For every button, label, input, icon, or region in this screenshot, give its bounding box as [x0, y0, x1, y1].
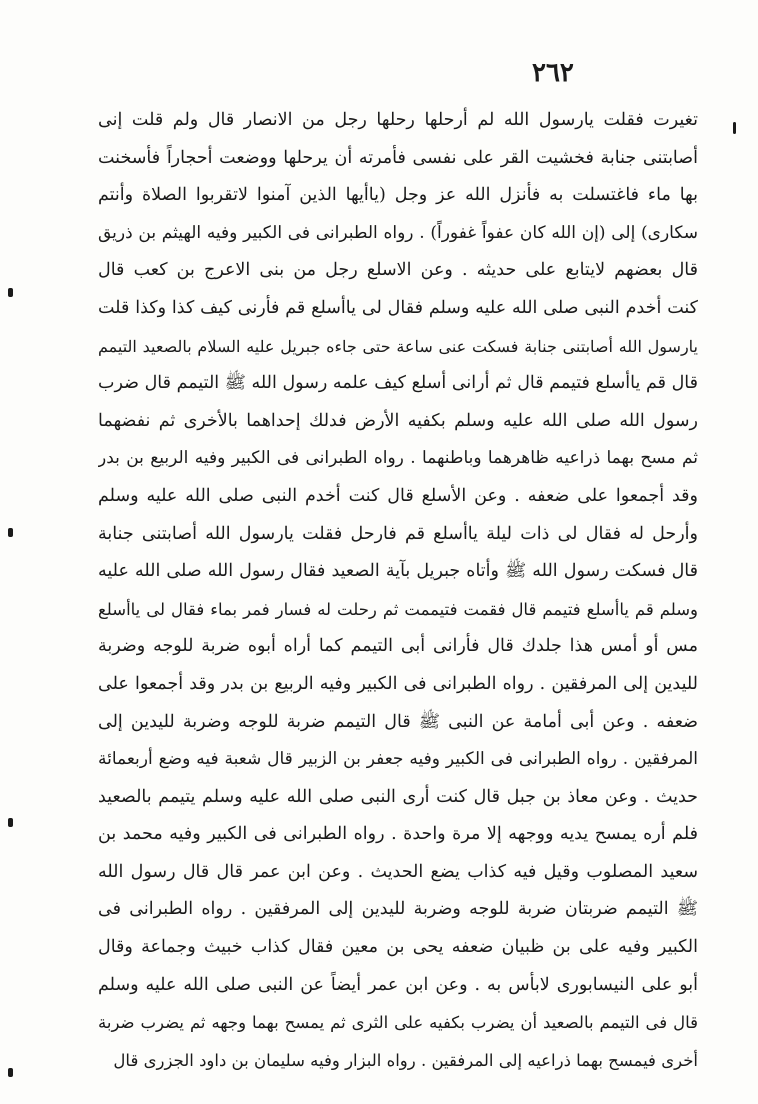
- text-line: أصابتنى جنابة فخشيت القر على نفسى فأمرته أن يرحلها ووضعت أحجاراً فأسخنت: [98, 147, 698, 168]
- text-line: قال بعضهم لايتابع على حديثه . وعن الاسلع رجل من بنى الاعرج بن كعب قال: [98, 260, 698, 281]
- text-line: سعيد المصلوب وقيل فيه كذاب يضع الحديث . وعن ابن عمر قال قال رسول الله: [98, 861, 698, 882]
- margin-mark: [8, 1068, 13, 1077]
- text-line: لليدين إلى المرفقين . رواه الطبرانى فى الكبير وفيه الربيع بن بدر وقد أجمعوا على: [98, 673, 698, 694]
- text-line: ثم مسح بهما ذراعيه ظاهرهما وباطنهما . رواه الطبرانى فى الكبير وفيه الربيع بن بدر: [98, 448, 698, 469]
- margin-mark: [8, 818, 13, 827]
- margin-mark: [8, 288, 13, 297]
- text-line: قال قم ياأسلع فتيمم قال ثم أرانى أسلع كيف علمه رسول الله ﷺ التيمم قال ضرب: [98, 373, 698, 394]
- text-line: مس أو أمس هذا جلدك قال فأرانى أبى التيمم كما أراه أبوه ضربة للوجه وضربة: [98, 636, 698, 657]
- text-line: فلم أره يمسح يديه ووجهه إلا مرة واحدة . رواه الطبرانى فى الكبير وفيه محمد بن: [98, 824, 698, 845]
- text-line: ضعفه . وعن أبى أمامة عن النبى ﷺ قال التيمم ضربة للوجه وضربة لليدين إلى: [98, 711, 698, 732]
- page-number: ٢٦٢: [532, 58, 574, 88]
- text-line: رسول الله صلى الله عليه وسلم بكفيه الأرض فدلك إحداهما بالأخرى ثم نفضهما: [98, 410, 698, 431]
- text-line: الكبير وفيه على بن ظبيان ضعفه يحى بن معين فقال كذاب خبيث وجماعة وقال: [98, 937, 698, 958]
- margin-mark: [8, 528, 13, 537]
- text-line: وقد أجمعوا على ضعفه . وعن الأسلع قال كنت أخدم النبى صلى الله عليه وسلم: [98, 485, 698, 506]
- margin-mark: [733, 122, 736, 134]
- text-line: وأرحل له فقال لى ذات ليلة ياأسلع قم فارحل فقلت يارسول الله أصابتنى جنابة: [98, 523, 698, 544]
- text-line: أبو على النيسابورى لابأس به . وعن ابن عمر أيضاً عن النبى صلى الله عليه وسلم: [98, 974, 698, 995]
- body-text: [98, 102, 698, 1079]
- text-line: حديث . وعن معاذ بن جبل قال كنت أرى النبى صلى الله عليه وسلم يتيمم بالصعيد: [98, 786, 698, 807]
- text-line: يارسول الله أصابتنى جنابة فسكت عنى ساعة حتى جاءه جبريل عليه السلام بالصعيد التيمم: [98, 336, 698, 356]
- text-line: وسلم قم ياأسلع فتيمم قال فقمت فتيممت ثم رحلت له فسار فمر بماء فقال لى ياأسلع: [98, 599, 698, 619]
- text-line: بها ماء فاغتسلت به فأنزل الله عز وجل (ياأيها الذين آمنوا لاتقربوا الصلاة وأنتم: [98, 185, 698, 206]
- text-line: تغيرت فقلت يارسول الله لم أرحلها رحلها رجل من الانصار قال ولم قلت إنى: [98, 110, 698, 130]
- text-line: قال فى التيمم بالصعيد أن يضرب بكفيه على الثرى ثم يمسح بهما وجهه ثم يضرب ضربة: [98, 1013, 698, 1033]
- text-line: أخرى فيمسح بهما ذراعيه إلى المرفقين . رواه البزار وفيه سليمان بن داود الجزرى قال: [113, 1050, 698, 1070]
- text-line: سكارى) إلى (إن الله كان عفواً غفوراً) . رواه الطبرانى فى الكبير وفيه الهيثم بن ذريق: [98, 222, 698, 243]
- text-line: المرفقين . رواه الطبرانى فى الكبير وفيه جعفر بن الزبير قال شعبة فيه وضع أربعمائة: [98, 749, 698, 770]
- text-line: كنت أخدم النبى صلى الله عليه وسلم فقال لى ياأسلع قم فأرنى كيف كذا وكذا قلت: [98, 297, 698, 318]
- text-line: قال فسكت رسول الله ﷺ وأتاه جبريل بآية الصعيد فقال رسول الله صلى الله عليه: [98, 561, 698, 582]
- text-line: ﷺ التيمم ضربتان ضربة للوجه وضربة لليدين إلى المرفقين . رواه الطبرانى فى: [98, 899, 698, 920]
